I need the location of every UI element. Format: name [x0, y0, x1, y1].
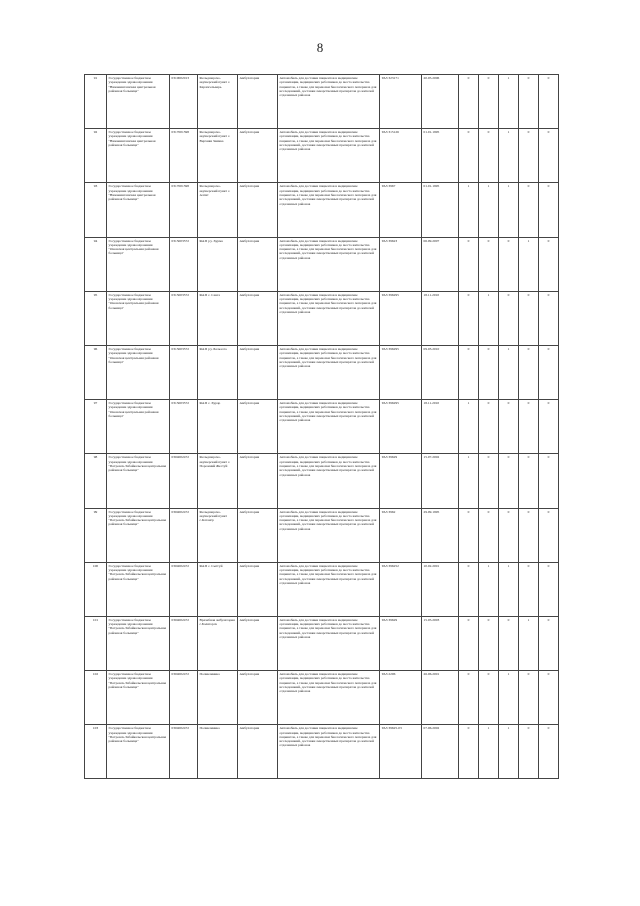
flag-cell: 0 [499, 616, 519, 670]
flag-cell: 0 [459, 562, 479, 616]
flag-cell: 0 [499, 454, 519, 508]
flag-cell: 0 [539, 508, 559, 562]
row-number: 94 [85, 237, 107, 291]
unit-type: Амбулатория [238, 562, 278, 616]
flag-cell: 1 [459, 183, 479, 237]
institution-name: Государственное бюджетное учреждение здравоохранения "Нижнеингашская центральная районная больница" [107, 75, 170, 129]
institution-name: Государственное бюджетное учреждение здравоохранения "Нижнеингашская центральная районная больница" [107, 129, 170, 183]
table-row [85, 508, 559, 562]
flag-cell: 0 [519, 183, 539, 237]
flag-cell: 1 [479, 725, 499, 779]
unit-type: Амбулатория [238, 345, 278, 399]
unit-type: Амбулатория [238, 183, 278, 237]
vehicle-model: УАЗ 396252 [380, 562, 422, 616]
vehicle-purpose: Автомобиль для доставки пациентов в медицинские организации, медицинских работников до места жительства пациентов, а также для перевозки биологического материала для исследований, доставки лекарственных препаратов до жителей отдаленных районов [278, 562, 380, 616]
institution-name: Государственное бюджетное учреждение здравоохранения "Петровск-Забайкальская центральная районная больница" [107, 562, 170, 616]
vehicle-purpose: Автомобиль для доставки пациентов в медицинские организации, медицинских работников до места жительства пациентов, а также для перевозки биологического материала для исследований, доставки лекарственных препаратов до жителей отдаленных районов [278, 671, 380, 725]
unit-type: Амбулатория [238, 129, 278, 183]
flag-cell: 1 [519, 237, 539, 291]
table-row [85, 183, 559, 237]
flag-cell: 1 [499, 183, 519, 237]
table-row [85, 345, 559, 399]
unit-location: ФАП с. Сытгуй [198, 562, 238, 616]
row-number: 101 [85, 616, 107, 670]
acquisition-date: 18.11.2010 [422, 400, 459, 454]
acquisition-date: 26.06.2001 [422, 671, 459, 725]
flag-cell: 0 [499, 400, 519, 454]
unit-location: Фельдшерско-акушерский пункт с. Карапсельверь [198, 75, 238, 129]
flag-cell: 0 [459, 345, 479, 399]
flag-cell: 0 [539, 671, 559, 725]
flag-cell: 0 [539, 291, 559, 345]
acquisition-date: 09.03.2010 [422, 345, 459, 399]
vehicle-purpose: Автомобиль для доставки пациентов в медицинские организации, медицинских работников до места жительства пациентов, а также для перевозки биологического материала для исследований, доставки лекарственных препаратов до жителей отдаленных районов [278, 75, 380, 129]
flag-cell: 0 [479, 671, 499, 725]
row-number: 99 [85, 508, 107, 562]
acquisition-date: 01.01.1995 [422, 183, 459, 237]
unit-type: Амбулатория [238, 508, 278, 562]
row-number: 95 [85, 291, 107, 345]
vehicle-purpose: Автомобиль для доставки пациентов в медицинские организации, медицинских работников до места жительства пациентов, а также для перевозки биологического материала для исследований, доставки лекарственных препаратов до жителей отдаленных районов [278, 291, 380, 345]
institution-code: 0304002472 [170, 616, 198, 670]
flag-cell: 0 [519, 562, 539, 616]
vehicle-model: УАЗ 396295 [380, 345, 422, 399]
flag-cell: 0 [539, 75, 559, 129]
flag-cell: 1 [459, 454, 479, 508]
flag-cell: 0 [459, 75, 479, 129]
vehicle-purpose: Автомобиль для доставки пациентов в медицинские организации, медицинских работников до места жительства пациентов, а также для перевозки биологического материала для исследований, доставки лекарственных препаратов до жителей отдаленных районов [278, 508, 380, 562]
institution-code: 0310002013 [170, 75, 198, 129]
vehicle-purpose: Автомобиль для доставки пациентов в медицинские организации, медицинских работников до места жительства пациентов, а также для перевозки биологического материала для исследований, доставки лекарственных препаратов до жителей отдаленных районов [278, 400, 380, 454]
acquisition-date: 15.07.2002 [422, 454, 459, 508]
institution-code: 0304002472 [170, 671, 198, 725]
vehicle-model: УАЗ 323171 [380, 75, 422, 129]
unit-location: ФАП у.у. Хурма [198, 237, 238, 291]
flag-cell: 1 [499, 345, 519, 399]
vehicle-model: УАЗ 3967 [380, 183, 422, 237]
table-body [85, 75, 559, 779]
flag-cell: 0 [459, 725, 479, 779]
vehicle-purpose: Автомобиль для доставки пациентов в медицинские организации, медицинских работников до места жительства пациентов, а также для перевозки биологического материала для исследований, доставки лекарственных препаратов до жителей отдаленных районов [278, 237, 380, 291]
vehicle-purpose: Автомобиль для доставки пациентов в медицинские организации, медицинских работников до места жительства пациентов, а также для перевозки биологического материала для исследований, доставки лекарственных препаратов до жителей отдаленных районов [278, 183, 380, 237]
unit-location: Фельдшерско-акушерский пункт с. Порожний Жестуй [198, 454, 238, 508]
unit-location: Фельдшерско-акушерский пункт с. Верхняя Заимка [198, 129, 238, 183]
flag-cell: 0 [519, 725, 539, 779]
unit-location: ФАП с. Хурар [198, 400, 238, 454]
flag-cell: 0 [479, 129, 499, 183]
institution-code: 0304002472 [170, 725, 198, 779]
flag-cell: 0 [519, 671, 539, 725]
unit-location: Поликлиника [198, 671, 238, 725]
table-row [85, 237, 559, 291]
vehicle-purpose: Автомобиль для доставки пациентов в медицинские организации, медицинских работников до места жительства пациентов, а также для перевозки биологического материала для исследований, доставки лекарственных препаратов до жителей отдаленных районов [278, 129, 380, 183]
table-row [85, 75, 559, 129]
flag-cell: 0 [479, 345, 499, 399]
flag-cell: 0 [459, 291, 479, 345]
vehicle-model: УАЗ 39629 [380, 454, 422, 508]
flag-cell: 0 [519, 291, 539, 345]
unit-location: Фельдшерско-акушерский пункт с.Катангр [198, 508, 238, 562]
flag-cell: 0 [479, 616, 499, 670]
vehicle-model: УАЗ 315126 [380, 129, 422, 183]
flag-cell: 0 [539, 400, 559, 454]
acquisition-date: 15.05.2003 [422, 616, 459, 670]
institution-code: 0315003572 [170, 291, 198, 345]
flag-cell: 0 [459, 616, 479, 670]
flag-cell: 0 [539, 454, 559, 508]
unit-type: Амбулатория [238, 237, 278, 291]
table-row [85, 671, 559, 725]
unit-type: Амбулатория [238, 616, 278, 670]
flag-cell: 1 [519, 616, 539, 670]
row-number: 98 [85, 454, 107, 508]
row-number: 96 [85, 345, 107, 399]
flag-cell: 0 [519, 75, 539, 129]
unit-location: Поликлиника [198, 725, 238, 779]
unit-type: Амбулатория [238, 75, 278, 129]
unit-type: Амбулатория [238, 725, 278, 779]
flag-cell: 1 [499, 562, 519, 616]
vehicle-registry-table [84, 74, 559, 779]
flag-cell: 0 [499, 508, 519, 562]
table-row [85, 725, 559, 779]
vehicle-purpose: Автомобиль для доставки пациентов в медицинские организации, медицинских работников до места жительства пациентов, а также для перевозки биологического материала для исследований, доставки лекарственных препаратов до жителей отдаленных районов [278, 616, 380, 670]
flag-cell: 1 [499, 725, 519, 779]
flag-cell: 0 [539, 183, 559, 237]
institution-code: 0304002472 [170, 454, 198, 508]
institution-name: Государственное бюджетное учреждение здравоохранения "Ононская центральная районная больница" [107, 345, 170, 399]
flag-cell: 1 [479, 291, 499, 345]
flag-cell: 1 [459, 400, 479, 454]
acquisition-date: 10.02.2001 [422, 562, 459, 616]
table-row [85, 400, 559, 454]
flag-cell: 0 [479, 237, 499, 291]
table-row [85, 616, 559, 670]
table-row [85, 562, 559, 616]
table-row [85, 129, 559, 183]
acquisition-date: 01.01.1995 [422, 129, 459, 183]
flag-cell: 0 [539, 562, 559, 616]
unit-location: Врачебная амбулатория с.Балягорск [198, 616, 238, 670]
row-number: 97 [85, 400, 107, 454]
flag-cell: 0 [539, 129, 559, 183]
institution-code: 0304002472 [170, 562, 198, 616]
institution-name: Государственное бюджетное учреждение здравоохранения "Петровск-Забайкальская центральная районная больница" [107, 671, 170, 725]
flag-cell: 0 [459, 237, 479, 291]
row-number: 103 [85, 725, 107, 779]
institution-name: Государственное бюджетное учреждение здравоохранения "Петровск-Забайкальская центральная районная больница" [107, 508, 170, 562]
institution-name: Государственное бюджетное учреждение здравоохранения "Петровск-Забайкальская центральная районная больница" [107, 725, 170, 779]
vehicle-model: УАЗ 39623 [380, 237, 422, 291]
institution-code: 0315003572 [170, 400, 198, 454]
vehicle-model: УАЗ 2206 [380, 671, 422, 725]
flag-cell: 0 [479, 400, 499, 454]
vehicle-model: УАЗ 396295 [380, 291, 422, 345]
flag-cell: 0 [539, 616, 559, 670]
flag-cell: 0 [519, 508, 539, 562]
flag-cell: 0 [499, 237, 519, 291]
table-row [85, 291, 559, 345]
vehicle-model: УАЗ 39625-03 [380, 725, 422, 779]
vehicle-model: УАЗ 3962 [380, 508, 422, 562]
vehicle-purpose: Автомобиль для доставки пациентов в медицинские организации, медицинских работников до места жительства пациентов, а также для перевозки биологического материала для исследований, доставки лекарственных препаратов до жителей отдаленных районов [278, 725, 380, 779]
flag-cell: 0 [519, 454, 539, 508]
institution-code: 0317001598 [170, 129, 198, 183]
institution-name: Государственное бюджетное учреждение здравоохранения "Петровск-Забайкальская центральная районная больница" [107, 616, 170, 670]
unit-type: Амбулатория [238, 291, 278, 345]
flag-cell: 0 [479, 75, 499, 129]
unit-location: ФАП у.у. Бальзота [198, 345, 238, 399]
flag-cell: 1 [499, 671, 519, 725]
acquisition-date: 29.09.1995 [422, 508, 459, 562]
acquisition-date: 18.11.2010 [422, 291, 459, 345]
institution-name: Государственное бюджетное учреждение здравоохранения "Ононская центральная районная больница" [107, 400, 170, 454]
unit-type: Амбулатория [238, 400, 278, 454]
flag-cell: 1 [479, 562, 499, 616]
flag-cell: 0 [519, 129, 539, 183]
flag-cell: 0 [519, 345, 539, 399]
flag-cell: 1 [479, 183, 499, 237]
flag-cell: 0 [479, 508, 499, 562]
institution-code: 0315003572 [170, 237, 198, 291]
vehicle-purpose: Автомобиль для доставки пациентов в медицинские организации, медицинских работников до места жительства пациентов, а также для перевозки биологического материала для исследований, доставки лекарственных препаратов до жителей отдаленных районов [278, 454, 380, 508]
unit-location: ФАП с. Санга [198, 291, 238, 345]
institution-code: 0304002472 [170, 508, 198, 562]
row-number: 93 [85, 183, 107, 237]
institution-code: 0317001598 [170, 183, 198, 237]
institution-name: Государственное бюджетное учреждение здравоохранения "Ононская центральная районная больница" [107, 291, 170, 345]
table-row [85, 454, 559, 508]
vehicle-model: УАЗ 396295 [380, 400, 422, 454]
unit-location: Фельдшерско-акушерский пункт с. Алгит [198, 183, 238, 237]
flag-cell: 0 [519, 400, 539, 454]
institution-name: Государственное бюджетное учреждение здравоохранения "Петровск-Забайкальская центральная районная больница" [107, 454, 170, 508]
flag-cell: 0 [539, 345, 559, 399]
vehicle-model: УАЗ 39629 [380, 616, 422, 670]
flag-cell: 0 [539, 237, 559, 291]
acquisition-date: 20.05.2006 [422, 75, 459, 129]
acquisition-date: 07.06.2002 [422, 725, 459, 779]
row-number: 100 [85, 562, 107, 616]
institution-code: 0315003572 [170, 345, 198, 399]
flag-cell: 0 [459, 129, 479, 183]
page-number: 8 [316, 40, 324, 55]
row-number: 91 [85, 75, 107, 129]
flag-cell: 0 [499, 291, 519, 345]
unit-type: Амбулатория [238, 454, 278, 508]
flag-cell: 1 [499, 129, 519, 183]
flag-cell: 1 [499, 75, 519, 129]
flag-cell: 0 [479, 454, 499, 508]
flag-cell: 0 [539, 725, 559, 779]
row-number: 92 [85, 129, 107, 183]
vehicle-purpose: Автомобиль для доставки пациентов в медицинские организации, медицинских работников до места жительства пациентов, а также для перевозки биологического материала для исследований, доставки лекарственных препаратов до жителей отдаленных районов [278, 345, 380, 399]
unit-type: Амбулатория [238, 671, 278, 725]
acquisition-date: 06.09.2007 [422, 237, 459, 291]
row-number: 102 [85, 671, 107, 725]
institution-name: Государственное бюджетное учреждение здравоохранения "Ононская центральная районная больница" [107, 237, 170, 291]
institution-name: Государственное бюджетное учреждение здравоохранения "Нижнеингашская центральная районная больница" [107, 183, 170, 237]
flag-cell: 0 [459, 508, 479, 562]
flag-cell: 0 [459, 671, 479, 725]
